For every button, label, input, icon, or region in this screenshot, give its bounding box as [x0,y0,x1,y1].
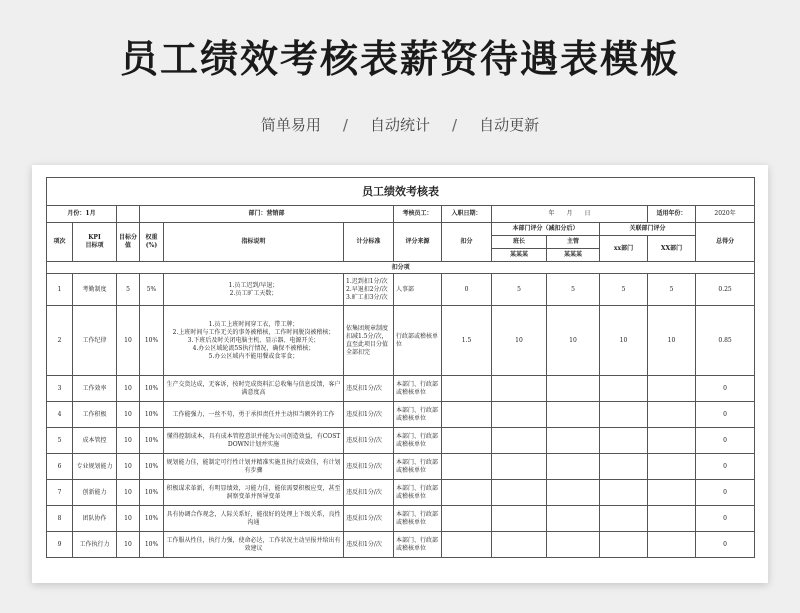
page-title: 员工绩效考核表薪资待遇表模板 [119,37,680,81]
row-no: 4 [47,402,73,428]
row-total: 0 [696,454,755,480]
row-weight: 10% [140,506,164,532]
performance-table [46,177,755,558]
row-xx-dept-1-score [600,532,648,558]
row-total: 0 [696,376,755,402]
row-deduct [442,506,492,532]
row-supervisor-score: 5 [547,274,600,306]
row-score: 10 [117,306,140,376]
row-desc: 生产交货达成，无客诉，按时完成资料汇总收集与信息反馈，客户满意度高 [164,376,344,402]
row-supervisor-score: 10 [547,306,600,376]
row-xx-dept-2-score [648,428,696,454]
row-xx-dept-2-score [648,480,696,506]
row-source: 人事部 [394,274,442,306]
row-standard: 1.迟到扣1分/次 2.早退扣2分/次 3.旷工扣3分/次 [344,274,394,306]
table-row [47,376,755,402]
row-xx-dept-1-score [600,376,648,402]
row-standard: 违反扣1分/次 [344,506,394,532]
row-xx-dept-2-score [648,532,696,558]
row-standard: 违反扣1分/次 [344,402,394,428]
row-standard: 违反扣1分/次 [344,454,394,480]
row-desc: 1.员工迟到/早退； 2.员工旷工天数； [164,274,344,306]
row-kpi: 工作积极 [73,402,117,428]
row-xx-dept-1-score [600,454,648,480]
row-leader-score [492,402,547,428]
row-kpi: 成本管控 [73,428,117,454]
row-supervisor-score [547,532,600,558]
table-row [47,274,755,306]
row-supervisor-score [547,480,600,506]
tag-auto-stat: 自动统计 [369,116,430,134]
row-deduct: 1.5 [442,306,492,376]
row-kpi: 专业规划能力 [73,454,117,480]
row-supervisor-score [547,428,600,454]
col-deduct: 扣分 [442,223,492,262]
row-score: 10 [117,454,140,480]
leader-name: 某某某 [492,249,547,262]
row-leader-score: 10 [492,306,547,376]
table-row [47,428,755,454]
col-total: 总得分 [696,223,755,262]
row-weight: 10% [140,532,164,558]
col-kpi: KPI 目标项 [73,223,117,262]
row-desc: 积极谋求革新，有明显绩效，习能力佳，能依需要积极应变，甚至洞察变革并预导变革 [164,480,344,506]
row-source: 本部门、行政部或稽核单位 [394,532,442,558]
row-supervisor-score [547,376,600,402]
row-kpi: 创新能力 [73,480,117,506]
col-dept-eval: 本部门评分（减扣分后） [492,223,600,236]
row-no: 6 [47,454,73,480]
applicable-year-value: 2020年 [696,206,755,223]
row-weight: 10% [140,376,164,402]
row-source: 本部门、行政部或稽核单位 [394,506,442,532]
row-standard: 依集团规章制度扣减1.5分/次，直至此项目分值全部扣完 [344,306,394,376]
tag-auto-update: 自动更新 [479,116,540,134]
row-score: 10 [117,376,140,402]
section-label: 扣分项 [47,262,755,274]
row-desc: 具有协调合作观念，人际关系好，能很好的处理上下级关系，良性沟通 [164,506,344,532]
row-xx-dept-2-score [648,376,696,402]
row-leader-score [492,454,547,480]
row-deduct: 0 [442,274,492,306]
col-standard: 计分标准 [344,223,394,262]
row-source: 行政部或稽核单位 [394,306,442,376]
row-desc: 规划能力佳，能制定可行性计划并精准实施且执行成效佳，有计划有步骤 [164,454,344,480]
row-xx-dept-1-score [600,506,648,532]
row-weight: 10% [140,428,164,454]
row-leader-score [492,376,547,402]
row-source: 本部门、行政部或稽核单位 [394,480,442,506]
row-standard: 违反扣1分/次 [344,428,394,454]
row-kpi: 工作执行力 [73,532,117,558]
spreadsheet-preview [32,165,768,583]
row-score: 10 [117,506,140,532]
row-weight: 10% [140,454,164,480]
row-xx-dept-1-score: 5 [600,274,648,306]
col-weight: 权重(%) [140,223,164,262]
row-weight: 10% [140,306,164,376]
row-xx-dept-2-score [648,402,696,428]
supervisor-name: 某某某 [547,249,600,262]
dept-cell: 部门：营销部 [140,206,394,223]
row-total: 0.25 [696,274,755,306]
date-cell: 年 月 日 [492,206,648,223]
sheet-title: 员工绩效考核表 [47,178,755,206]
row-desc: 工作能强力，一丝不苟，勇于承担责任并主动担当额外的工作 [164,402,344,428]
row-supervisor-score [547,454,600,480]
row-score: 5 [117,274,140,306]
row-no: 2 [47,306,73,376]
row-total: 0 [696,480,755,506]
row-source: 本部门、行政部或稽核单位 [394,454,442,480]
row-leader-score [492,532,547,558]
table-row [47,506,755,532]
col-xx-dept-1: xx部门 [600,236,648,262]
table-row [47,306,755,376]
row-weight: 5% [140,274,164,306]
applicable-year-label: 适用年份： [648,206,696,223]
col-source: 评分来源 [394,223,442,262]
row-supervisor-score [547,402,600,428]
row-xx-dept-1-score [600,428,648,454]
col-no: 项次 [47,223,73,262]
row-xx-dept-2-score: 5 [648,274,696,306]
row-deduct [442,428,492,454]
row-xx-dept-2-score [648,506,696,532]
row-total: 0 [696,506,755,532]
row-xx-dept-1-score: 10 [600,306,648,376]
month-cell: 月份：1月 [47,206,117,223]
row-deduct [442,480,492,506]
row-deduct [442,376,492,402]
col-related-eval: 关联部门评分 [600,223,696,236]
row-no: 5 [47,428,73,454]
row-deduct [442,402,492,428]
row-source: 本部门、行政部或稽核单位 [394,428,442,454]
row-deduct [442,454,492,480]
row-standard: 违反扣1分/次 [344,532,394,558]
row-no: 9 [47,532,73,558]
row-leader-score [492,428,547,454]
row-xx-dept-2-score [648,454,696,480]
row-score: 10 [117,532,140,558]
col-xx-dept-2: XX部门 [648,236,696,262]
col-desc: 指标说明 [164,223,344,262]
col-target-score: 目标分值 [117,223,140,262]
row-standard: 违反扣1分/次 [344,376,394,402]
row-total: 0 [696,428,755,454]
entry-date-cell: 入职日期： [442,206,492,223]
feature-tags [0,114,800,135]
col-supervisor: 主管 [547,236,600,249]
row-weight: 10% [140,402,164,428]
row-supervisor-score [547,506,600,532]
table-row [47,402,755,428]
row-leader-score: 5 [492,274,547,306]
row-kpi: 考勤制度 [73,274,117,306]
row-source: 本部门、行政部或稽核单位 [394,402,442,428]
row-no: 1 [47,274,73,306]
row-kpi: 团队协作 [73,506,117,532]
row-xx-dept-1-score [600,480,648,506]
table-row [47,454,755,480]
row-desc: 懂得控制成本，具有成本管控意识并能为公司创造效益，有COSTDOWN计划并实施 [164,428,344,454]
tag-easy: 简单易用 [260,116,321,134]
row-leader-score [492,506,547,532]
row-kpi: 工作效率 [73,376,117,402]
row-standard: 违反扣1分/次 [344,480,394,506]
row-score: 10 [117,402,140,428]
row-no: 8 [47,506,73,532]
row-no: 3 [47,376,73,402]
row-xx-dept-1-score [600,402,648,428]
row-deduct [442,532,492,558]
row-score: 10 [117,428,140,454]
row-score: 10 [117,480,140,506]
row-total: 0 [696,532,755,558]
row-source: 本部门、行政部或稽核单位 [394,376,442,402]
row-total: 0 [696,402,755,428]
row-weight: 10% [140,480,164,506]
row-total: 0.85 [696,306,755,376]
row-kpi: 工作纪律 [73,306,117,376]
row-leader-score [492,480,547,506]
table-row [47,480,755,506]
tag-separator: / [452,116,458,134]
row-desc: 工作服从性佳，执行力强，使命必达，工作状况主动呈报并给出有效建议 [164,532,344,558]
tag-separator: / [342,116,348,134]
employee-cell: 考核员工： [394,206,442,223]
row-xx-dept-2-score: 10 [648,306,696,376]
row-desc: 1.员工上班时间穿工衣，带工牌； 2.上班时间与工作无关的事务被稽核，工作时间脱岗被稽核； 3.下班后及时关闭电脑主机、显示器、电源开关； 4.办公区域轮流5S执行情况，确保不被稽核； 5.办公区域内不能用餐或食零食； [164,306,344,376]
table-row [47,532,755,558]
col-leader: 班长 [492,236,547,249]
row-no: 7 [47,480,73,506]
